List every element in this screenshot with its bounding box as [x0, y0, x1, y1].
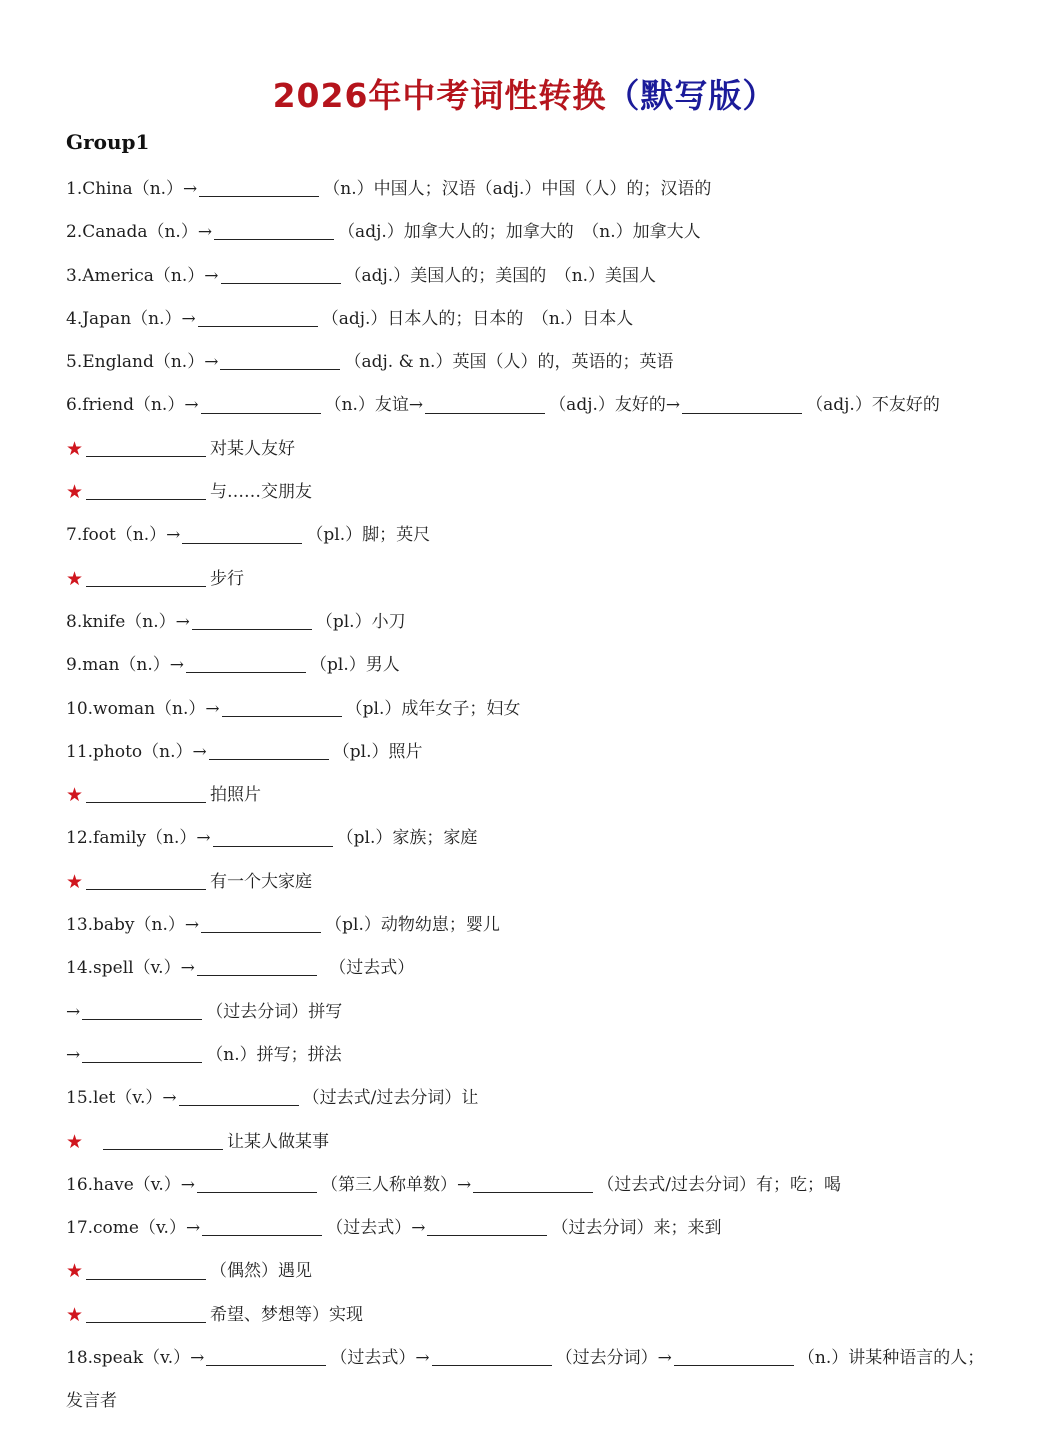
- row-text: 与……交朋友: [210, 482, 312, 503]
- answer-blank[interactable]: [222, 698, 342, 717]
- answer-blank[interactable]: [86, 871, 206, 890]
- answer-blank[interactable]: [82, 1001, 202, 1020]
- answer-blank[interactable]: [202, 1217, 322, 1236]
- exercise-row: [66, 861, 1031, 904]
- row-text: （过去式/过去分词）有；吃；喝: [597, 1174, 842, 1195]
- star-icon: ★: [66, 1260, 84, 1283]
- row-text: （adj.）友好的→: [549, 395, 681, 416]
- row-text: [84, 1121, 101, 1164]
- answer-blank[interactable]: [209, 741, 329, 760]
- exercise-row: [66, 341, 1031, 384]
- answer-blank[interactable]: [103, 1131, 223, 1150]
- row-text: （过去分词）来；来到: [551, 1218, 722, 1239]
- answer-blank[interactable]: [182, 525, 302, 544]
- exercise-row: [66, 384, 1031, 427]
- exercise-row: [66, 947, 1031, 990]
- answer-blank[interactable]: [86, 481, 206, 500]
- row-text: 2.Canada（n.）→: [66, 222, 213, 243]
- exercise-list: [66, 168, 1031, 1424]
- exercise-row: [66, 817, 1031, 860]
- exercise-row: [66, 1121, 1031, 1164]
- answer-blank[interactable]: [197, 1174, 317, 1193]
- row-text: 1.China（n.）→: [66, 179, 198, 199]
- exercise-row: [66, 991, 1031, 1034]
- answer-blank[interactable]: [425, 395, 545, 414]
- title-main: 2026年中考词性转换: [272, 76, 607, 115]
- row-text: →: [66, 1044, 81, 1065]
- answer-blank[interactable]: [674, 1347, 794, 1366]
- exercise-row: [66, 1164, 1031, 1207]
- star-icon: ★: [66, 784, 84, 807]
- answer-blank[interactable]: [213, 828, 333, 847]
- row-text: 16.have（v.）→: [66, 1174, 196, 1195]
- answer-blank[interactable]: [82, 1044, 202, 1063]
- exercise-row: [66, 1337, 1031, 1380]
- answer-blank[interactable]: [198, 308, 318, 327]
- answer-blank[interactable]: [192, 611, 312, 630]
- exercise-row: [66, 774, 1031, 817]
- star-icon: ★: [66, 437, 84, 460]
- star-icon: ★: [66, 870, 84, 893]
- row-text: （n.）拼写；拼法: [206, 1044, 342, 1065]
- star-icon: ★: [66, 567, 84, 590]
- answer-blank[interactable]: [427, 1217, 547, 1236]
- exercise-row: [66, 1207, 1031, 1250]
- answer-blank[interactable]: [86, 784, 206, 803]
- row-text: （pl.）家族；家庭: [336, 828, 478, 849]
- row-text: 3.America（n.）→: [66, 265, 219, 286]
- row-text: （过去式）→: [326, 1218, 426, 1239]
- row-text: （过去分词）拼写: [206, 1001, 343, 1022]
- row-text: 15.let（v.）→: [66, 1088, 177, 1109]
- title-edition: （默写版）: [606, 76, 777, 115]
- answer-blank[interactable]: [220, 351, 340, 370]
- exercise-row: [66, 1294, 1031, 1337]
- row-text: （adj. & n.）英国（人）的，英语的；英语: [344, 352, 674, 373]
- row-text: （pl.）小刀: [315, 611, 406, 632]
- row-text: （pl.）成年女子；妇女: [345, 698, 521, 719]
- answer-blank[interactable]: [221, 265, 341, 284]
- row-text: 拍照片: [210, 785, 261, 806]
- row-text: 希望、梦想等）实现: [210, 1304, 363, 1325]
- answer-blank[interactable]: [86, 438, 206, 457]
- row-text: （pl.）动物幼崽；婴儿: [325, 915, 500, 936]
- row-text: 14.spell（v.）→: [66, 958, 195, 979]
- row-text: （n.）友谊→: [324, 395, 424, 416]
- answer-blank[interactable]: [86, 1304, 206, 1323]
- exercise-row: [66, 255, 1031, 298]
- row-text: （pl.）男人: [310, 655, 400, 676]
- row-text: （adj.）美国人的；美国的 （n.）美国人: [344, 265, 657, 286]
- answer-blank[interactable]: [473, 1174, 593, 1193]
- row-text: 对某人友好: [210, 438, 295, 459]
- row-text: （第三人称单数）→: [321, 1174, 472, 1195]
- row-text: 让某人做某事: [227, 1131, 329, 1152]
- group-heading: Group1: [66, 130, 150, 154]
- exercise-row: [66, 168, 1031, 211]
- row-text: 5.England（n.）→: [66, 352, 219, 373]
- row-text: 13.baby（n.）→: [66, 915, 200, 936]
- answer-blank[interactable]: [206, 1347, 326, 1366]
- exercise-row: [66, 298, 1031, 341]
- exercise-row: [66, 904, 1031, 947]
- exercise-row: [66, 211, 1031, 254]
- row-text: 8.knife（n.）→: [66, 611, 190, 632]
- exercise-row: [66, 428, 1031, 471]
- exercise-row: [66, 558, 1031, 601]
- answer-blank[interactable]: [199, 178, 319, 197]
- exercise-row: [66, 471, 1031, 514]
- exercise-row: [66, 1077, 1031, 1120]
- exercise-row: [66, 514, 1031, 557]
- row-text: 发言者: [66, 1391, 117, 1412]
- exercise-row: [66, 1250, 1031, 1293]
- row-text: 步行: [210, 568, 244, 589]
- row-text: 17.come（v.）→: [66, 1218, 201, 1239]
- answer-blank[interactable]: [214, 221, 334, 240]
- answer-blank[interactable]: [682, 395, 802, 414]
- row-text: 12.family（n.）→: [66, 828, 211, 849]
- page-title: [0, 70, 1049, 117]
- answer-blank[interactable]: [86, 1261, 206, 1280]
- row-text: 6.friend（n.）→: [66, 395, 199, 416]
- answer-blank[interactable]: [201, 395, 321, 414]
- answer-blank[interactable]: [197, 957, 317, 976]
- row-text: 18.speak（v.）→: [66, 1348, 205, 1369]
- exercise-row: [66, 1380, 1031, 1423]
- star-icon: ★: [66, 1130, 84, 1153]
- row-text: （n.）讲某种语言的人；: [797, 1348, 985, 1369]
- row-text: （过去式）: [320, 958, 415, 979]
- row-text: →: [66, 1001, 81, 1022]
- row-text: 4.Japan（n.）→: [66, 308, 196, 329]
- row-text: 7.foot（n.）→: [66, 525, 181, 546]
- answer-blank[interactable]: [179, 1087, 299, 1106]
- star-icon: ★: [66, 1303, 84, 1326]
- row-text: （adj.）不友好的: [806, 395, 940, 416]
- row-text: 9.man（n.）→: [66, 655, 185, 676]
- exercise-row: [66, 688, 1031, 731]
- star-icon: ★: [66, 481, 84, 504]
- exercise-row: [66, 1034, 1031, 1077]
- answer-blank[interactable]: [432, 1347, 552, 1366]
- row-text: 有一个大家庭: [210, 871, 312, 892]
- exercise-row: [66, 644, 1031, 687]
- exercise-row: [66, 731, 1031, 774]
- row-text: （pl.）照片: [332, 741, 423, 762]
- row-text: 11.photo（n.）→: [66, 741, 207, 762]
- row-text: （adj.）日本人的；日本的 （n.）日本人: [321, 308, 634, 329]
- row-text: （adj.）加拿大人的；加拿大的 （n.）加拿大人: [338, 222, 701, 243]
- row-text: （过去分词）→: [555, 1348, 672, 1369]
- row-text: （n.）中国人；汉语（adj.）中国（人）的；汉语的: [323, 179, 712, 199]
- answer-blank[interactable]: [201, 914, 321, 933]
- row-text: （pl.）脚；英尺: [306, 525, 431, 546]
- row-text: （过去式）→: [330, 1348, 430, 1369]
- row-text: （偶然）遇见: [210, 1261, 312, 1282]
- answer-blank[interactable]: [86, 568, 206, 587]
- row-text: 10.woman（n.）→: [66, 698, 220, 719]
- row-text: （过去式/过去分词）让: [302, 1088, 479, 1109]
- exercise-row: [66, 601, 1031, 644]
- answer-blank[interactable]: [186, 654, 306, 673]
